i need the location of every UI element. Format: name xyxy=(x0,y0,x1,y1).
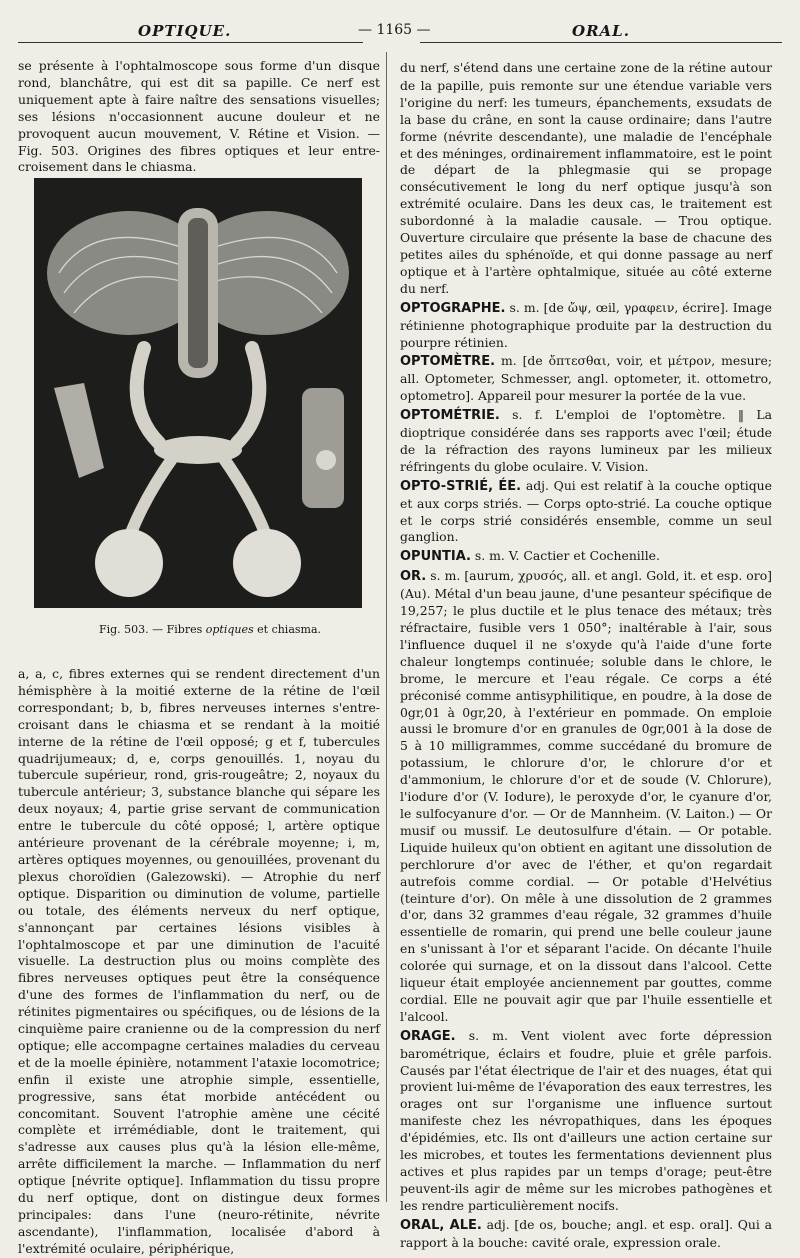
headword: OPTOMÉTRIE. xyxy=(400,408,500,424)
entry-opto-strie: OPTO-STRIÉ, ÉE. adj. Qui est relatif à la couche optique et aux corps striés. — Corps opto-strié. La couche optique et le corps strié considérés ensemble, comme un seul ganglion. xyxy=(400,477,772,545)
page-number: — 1165 — xyxy=(358,22,431,38)
entry-continuation: du nerf, s'étend dans une certaine zone de la rétine autour de la papille, puis remonte sur une étendue variable vers l'origine du nerf: les tumeurs, épanchements, exsudats de la base du crâne, en sont la cause ordinaire; dans l'autre forme (névrite descendante), une maladie de l'encéphale et des méninges, ordinairement inflammatoire, est le point de départ de la phlegmasie qui se propage consécutivement le long du nerf optique jusqu'à son extrémité oculaire. Dans les deux cas, le traitement est subordonné à la maladie causale. — Trou optique. Ouverture circulaire que présente la base de chacune des petites ailes du sphénoïde, et qui donne passage au nerf optique et à l'artère ophtalmique, située au côté externe du nerf. xyxy=(400,60,772,296)
headword: OPTOMÈTRE. xyxy=(400,354,496,370)
column-divider xyxy=(386,52,387,1202)
headword: ORAGE. xyxy=(400,1028,456,1044)
left-column-bottom xyxy=(18,666,380,1258)
caption-prefix: Fig. 503. — Fibres xyxy=(98,623,206,636)
figure-optic-chiasma xyxy=(34,178,362,608)
headword: OR. xyxy=(400,569,427,585)
entry-opuntia: OPUNTIA. s. m. V. Cactier et Cochenille. xyxy=(400,548,660,565)
caption-suffix: et chiasma. xyxy=(253,623,322,636)
header-rule-right xyxy=(420,42,782,43)
left-bottom-paragraph: a, a, c, fibres externes qui se rendent directement d'un hémisphère à la moitié externe de la rétine de l'œil correspondant; b, b, fibres nerveuses internes s'entre-croisant dans le chiasma et se rendant à la moitié interne de la rétine de l'œil opposé; g et f, tubercules quadrijumeaux; d, e, corps genouillés. 1, noyau du tubercule supérieur, rond, gris-rougeâtre; 2, noyaux du tubercule antérieur; 3, substance blanche qui sépare les deux noyaux; 4, partie grise servant de communication entre le tubercule du côté opposé; l, artère optique antérieure provenant de la cérébrale moyenne; i, m, artères optiques moyennes, ou genouillées, provenant du plexus choroïdien (Galezowski). — Atrophie du nerf optique. Disparition ou diminution de volume, partielle ou totale, des éléments nerveux du nerf optique, s'annonçant par certaines lésions visibles à l'ophtalmoscope et par une diminution de l'acuité visuelle. La destruction plus ou moins complète des fibres nerveuses optiques peut être la conséquence d'une des formes de l'inflammation du nerf, ou de rétinites pigmentaires ou spécifiques, ou de lésions de la cinquième paire cranienne ou de la compression du nerf optique; elle accompagne certaines maladies du cerveau et de la moelle épinière, notamment l'ataxie locomotrice; enfin il existe une atrophie simple, essentielle, progressive, sans état morbide antécédent ou concomitant. Souvent l'atrophie amène une cécité complète et irrémédiable, dont le traitement, qui s'adresse aux causes plus qu'à la lésion elle-même, arrête difficilement la marche. — Inflammation du nerf optique [névrite optique]. Inflammation du tissu propre du nerf optique, dont on distingue deux formes principales: dans l'une (neuro-rétinite, névrite ascendante), l'inflammation, localisée d'abord à l'extrémité oculaire, périphérique, xyxy=(18,666,380,1256)
left-running-head: OPTIQUE. xyxy=(138,22,232,40)
entry-orage: ORAGE. s. m. Vent violent avec forte dépression barométrique, éclairs et foudre, pluie et grêle parfois. Causés par l'état électrique de l'air et des nuages, état qui provient lui-même de l'évaporation des eaux terrestres, les orages ont sur l'organisme une influence surtout manifeste chez les névropathiques, dans les époques d'épidémies, etc. Ils ont d'ailleurs une action certaine sur les microbes, et toutes les fermentations deviennent plus actives et plus rapides par un temps d'orage; peut-être peuvent-ils agir de même sur les microbes pathogènes et les rendre particulièrement nocifs. xyxy=(400,1027,772,1213)
entry-or: OR. s. m. [aurum, χρυσός, all. et angl. Gold, it. et esp. oro] (Au). Métal d'un beau jaune, d'une pesanteur spécifique de 19,257; le plus ductile et le plus tenace des métaux; très réfractaire, fusible vers 1 050°; inaltérable à l'air, sous l'influence duquel il ne s'oxyde qu'à l'aide d'une forte chaleur longtemps continuée; soluble dans le chlore, le brome, le mercure et l'eau régale. Ce corps a été préconisé comme antisyphilitique, en poudre, à la dose de 0gr,01 à 0gr,20, à l'extérieur en pommade. On emploie aussi le bromure d'or en granules de 0gr,001 à la dose de 5 à 10 milligrammes, comme succédané du bromure de potassium, le chlorure d'or, le chlorure d'or et d'ammonium, le chlorure d'or et de soude (V. Chlorure), l'iodure d'or (V. Iodure), le peroxyde d'or, le cyanure d'or, le sulfocyanure d'or. — Or de Mannheim. (V. Laiton.) — Or musif ou mussif. Le deutosulfure d'étain. — Or potable. Liquide huileux qu'on obtient en agitant une dissolution de perchlorure d'or avec de l'éther, et qu'on regardait autrefois comme cordial. — Or potable d'Helvétius (teinture d'or). On mêle à une dissolution de 2 grammes d'or, dans 32 grammes d'eau régale, 32 grammes d'huile essentielle de romarin, qui prend une belle couleur jaune en s'unissant à l'or et séparant l'acide. On décante l'huile colorée qui surnage, et on la dissout dans l'alcool. Cette liqueur était employée anciennement par gouttes, comme cordial. Elle ne pouvait agir que par l'huile essentielle et l'alcool. xyxy=(400,568,772,1024)
chiasma-illustration xyxy=(34,178,362,608)
left-top-paragraph: se présente à l'ophtalmoscope sous forme d'un disque rond, blanchâtre, qui est dit sa papille. Ce nerf est uniquement apte à faire naître des sensations visuelles; ses lésions n'occasionnent aucune douleur et ne provoquent aucun mouvement, V. Rétine et Vision. — Fig. 503. Origines des fibres optiques et leur entre-croisement dans le chiasma. xyxy=(18,58,380,175)
caption-italic: optiques xyxy=(205,623,254,636)
headword: OPTOGRAPHE. xyxy=(400,300,506,316)
headword: OPTO-STRIÉ, ÉE. xyxy=(400,478,522,494)
page-header xyxy=(0,18,800,44)
left-column-top xyxy=(18,58,380,176)
figure-caption xyxy=(80,623,340,636)
right-column xyxy=(400,58,772,1252)
right-running-head: ORAL. xyxy=(572,22,630,40)
entry-optometrie: OPTOMÉTRIE. s. f. L'emploi de l'optomètre. ‖ La dioptrique considérée dans ses rapports avec l'œil; étude de la réfraction des rayons lumineux par les milieux réfringents du globe oculaire. V. Vision. xyxy=(400,407,772,474)
headword: OPUNTIA. xyxy=(400,549,471,565)
entry-optometre: OPTOMÈTRE. m. [de ὄπτεσθαι, voir, et μέτρον, mesure; all. Optometer, Schmesser, angl. optometer, it. ottometro, optometro]. Appareil pour mesurer la portée de la vue. xyxy=(400,353,772,404)
header-rule-left xyxy=(18,42,363,43)
entry-oral: ORAL, ALE. adj. [de os, bouche; angl. et esp. oral]. Qui a rapport à la bouche: cavité orale, expression orale. xyxy=(400,1216,772,1250)
headword: ORAL, ALE. xyxy=(400,1217,482,1233)
entry-optographe: OPTOGRAPHE. s. m. [de ὤψ, œil, γραφειν, écrire]. Image rétinienne photographique produite par la destruction du pourpre rétinien. xyxy=(400,299,772,350)
